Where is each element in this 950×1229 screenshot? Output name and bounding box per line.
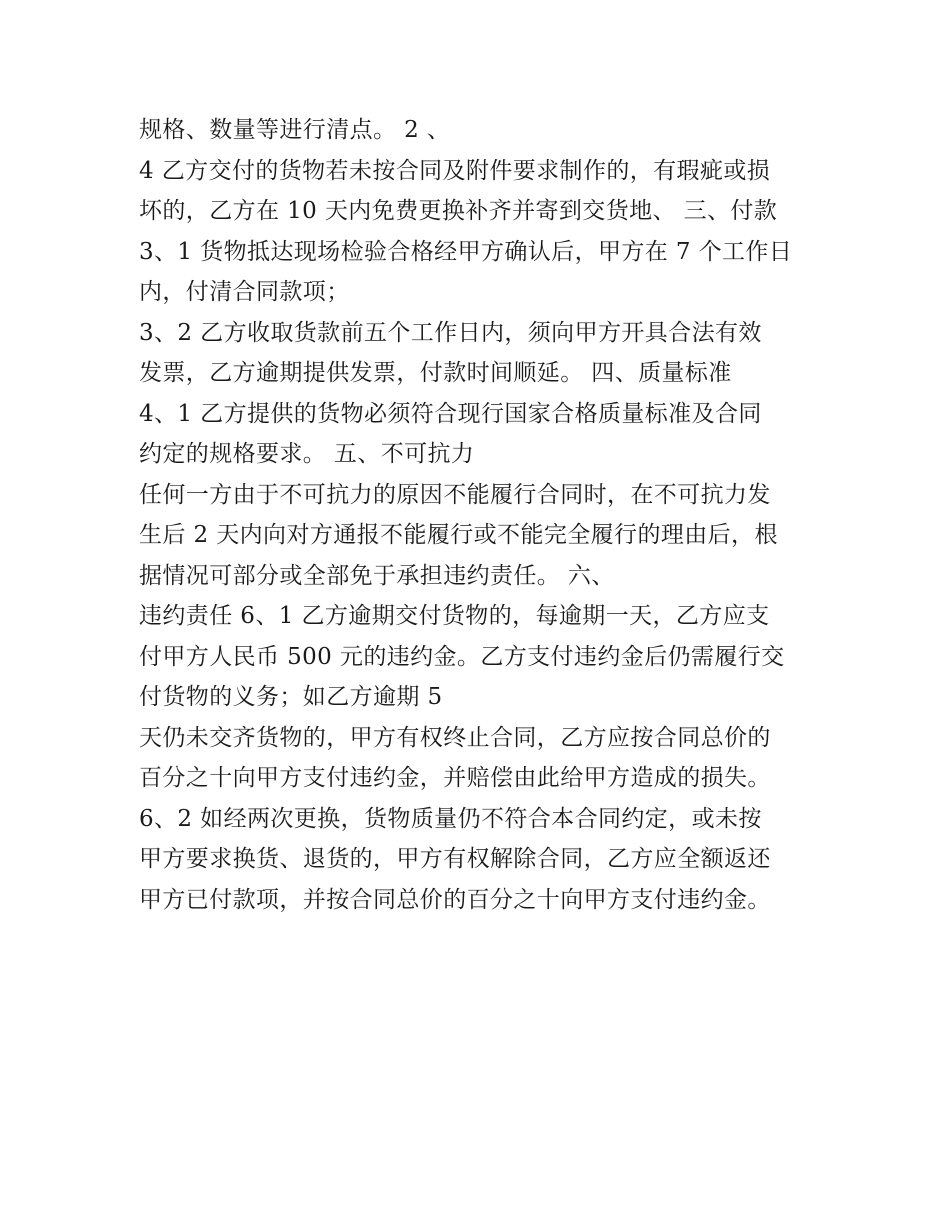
text-line: 天仍未交齐货物的，甲方有权终止合同，乙方应按合同总价的 xyxy=(139,724,771,751)
text-line: 4、1 乙方提供的货物必须符合现行国家合格质量标准及合同 xyxy=(139,400,762,427)
text-line: 4 乙方交付的货物若未按合同及附件要求制作的，有瑕疵或损 xyxy=(139,157,771,184)
text-line: 6、2 如经两次更换，货物质量仍不符合本合同约定，或未按 xyxy=(139,805,762,832)
text-line: 付甲方人民币 500 元的违约金。乙方支付违约金后仍需履行交 xyxy=(139,643,785,670)
text-line: 约定的规格要求。 五、不可抗力 xyxy=(139,441,475,467)
text-line: 3、2 乙方收取货款前五个工作日内，须向甲方开具合法有效 xyxy=(139,319,762,346)
text-line: 据情况可部分或全部免于承担违约责任。 六、 xyxy=(139,562,615,589)
text-line: 坏的，乙方在 10 天内免费更换补齐并寄到交货地、 三、付款 xyxy=(139,198,778,224)
text-line: 甲方要求换货、退货的，甲方有权解除合同，乙方应全额返还 xyxy=(139,846,771,872)
text-line: 3、1 货物抵达现场检验合格经甲方确认后，甲方在 7 个工作日 xyxy=(139,238,793,265)
text-line: 违约责任 6、1 乙方逾期交付货物的，每逾期一天，乙方应支 xyxy=(139,603,770,629)
text-line: 规格、数量等进行清点。 2 、 xyxy=(139,117,451,143)
text-line: 付货物的义务；如乙方逾期 5 xyxy=(139,684,443,710)
text-line: 任何一方由于不可抗力的原因不能履行合同时，在不可抗力发 xyxy=(139,481,771,508)
text-line: 内，付清合同款项； xyxy=(139,279,350,305)
text-line: 甲方已付款项，并按合同总价的百分之十向甲方支付违约金。 xyxy=(139,886,771,913)
text-line: 百分之十向甲方支付违约金，并赔偿由此给甲方造成的损失。 xyxy=(139,765,771,791)
text-line: 发票，乙方逾期提供发票，付款时间顺延。 四、质量标准 xyxy=(139,360,732,386)
text-line: 生后 2 天内向对方通报不能履行或不能完全履行的理由后，根 xyxy=(139,522,778,548)
document-body xyxy=(139,110,829,920)
